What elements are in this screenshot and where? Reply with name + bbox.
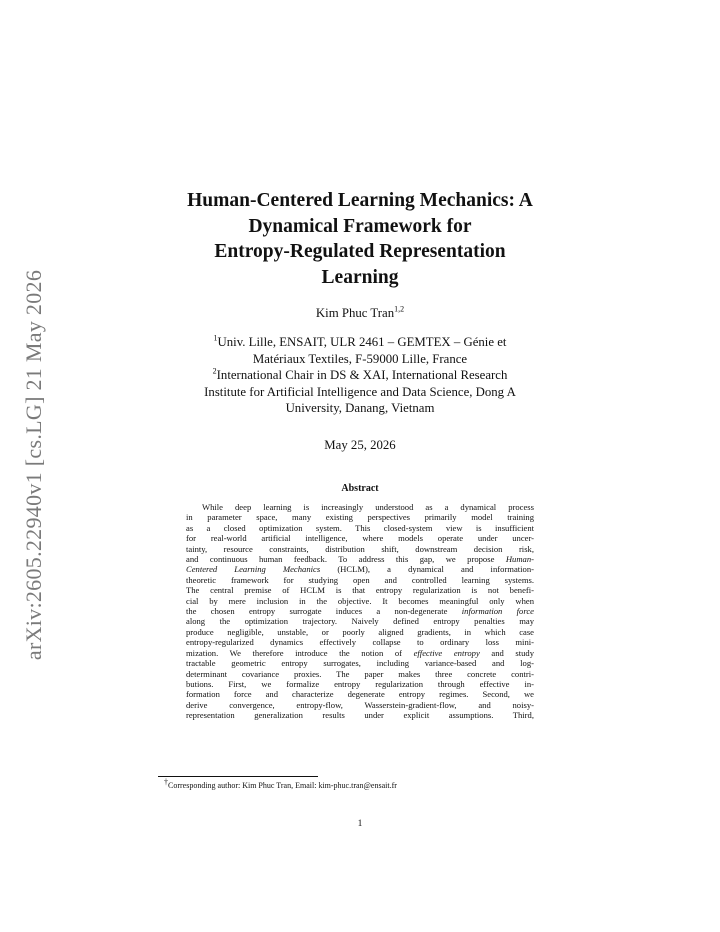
affiliation-2-line: $^2$International Chair in DS & XAI, International Research — [212, 366, 508, 383]
footnote — [164, 777, 397, 790]
footnote-text: Corresponding author: Kim Phuc Tran, Email: kim-phuc.tran@ensait.fr — [168, 781, 397, 790]
paper-date: May 25, 2026 — [324, 438, 396, 452]
abstract-line: Centered Learning Mechanics (HCLM), a dynamical and information- — [186, 564, 534, 575]
abstract-line: The central premise of HCLM is that entropy regularization is not benefi- — [186, 585, 534, 596]
title-line: Dynamical Framework for — [248, 215, 472, 237]
footnote-rule — [158, 776, 318, 777]
abstract-line: determinant covariance proxies. The paper makes three concrete contri- — [186, 668, 534, 679]
abstract-line: as a closed optimization system. This closed-system view is insufficient — [186, 522, 534, 533]
affiliation-1-line: Matériaux Textiles, F-59000 Lille, France — [252, 351, 468, 366]
affiliation-2-line: University, Danang, Vietnam — [285, 401, 435, 416]
paper-title — [140, 188, 580, 290]
affil-mark: 2 — [212, 366, 217, 376]
abstract-line: formation force and characterize degenerate entropy regimes. Second, we — [186, 689, 534, 700]
footnote-mark: † — [164, 777, 168, 787]
abstract-line: entropy-regularized dynamics effectively collapse to ordinary loss mini- — [186, 637, 534, 648]
arxiv-side-stamp[interactable]: arXiv:2605.22940v1 [cs.LG] 21 May 2026 — [21, 269, 46, 661]
page-number: 1 — [357, 819, 363, 829]
abstract-body — [186, 502, 534, 721]
abstract-line: theoretic framework for studying open and controlled learning systems. — [186, 574, 534, 585]
abstract-line: tainty, resource constraints, distribution shift, downstream decision risk, — [186, 543, 534, 554]
abstract-line: representation generalization results under explicit assumptions. Third, — [186, 710, 534, 721]
affiliation-2-line: Institute for Artificial Intelligence and Data Science, Dong A — [204, 384, 516, 399]
abstract-line: and continuous human feedback. To address this gap, we propose Human- — [186, 554, 534, 565]
author-line — [140, 306, 580, 321]
affil-mark: 1 — [213, 333, 218, 343]
abstract-line: the chosen entropy surrogate induces a non-degenerate information force — [186, 606, 534, 617]
title-line: Learning — [321, 266, 399, 288]
abstract-line: along the optimization trajectory. Naively defined entropy penalties may — [186, 616, 534, 627]
abstract-line: derive convergence, entropy-flow, Wasserstein-gradient-flow, and noisy- — [186, 699, 534, 710]
abstract-line: While deep learning is increasingly understood as a dynamical process — [202, 502, 534, 512]
affiliations — [140, 334, 580, 417]
affiliation-1-line: $^1$Univ. Lille, ENSAIT, ULR 2461 – GEMTEX – Génie et — [213, 333, 507, 349]
title-line: Human-Centered Learning Mechanics: A — [187, 190, 533, 211]
abstract-line: for real-world artificial intelligence, where models operate under uncer- — [186, 533, 534, 544]
abstract-line: mization. We therefore introduce the notion of effective entropy and study — [186, 647, 534, 658]
title-line: Entropy-Regulated Representation — [214, 241, 506, 262]
author-name: Kim Phuc Tran — [315, 306, 395, 320]
abstract-line: butions. First, we formalize entropy regularization through effective in- — [186, 678, 534, 689]
author-affil-marks: 1,2 — [394, 304, 405, 314]
abstract-heading: Abstract — [341, 483, 379, 494]
abstract-line: tractable geometric entropy surrogates, including variance-based and log- — [186, 658, 534, 669]
abstract-line: in parameter space, many existing perspectives primarily model training — [186, 512, 534, 523]
abstract-line: cial by mere inclusion in the objective. It becomes meaningful only when — [186, 595, 534, 606]
abstract-line: produce negligible, unstable, or poorly aligned gradients, in which case — [186, 626, 534, 637]
